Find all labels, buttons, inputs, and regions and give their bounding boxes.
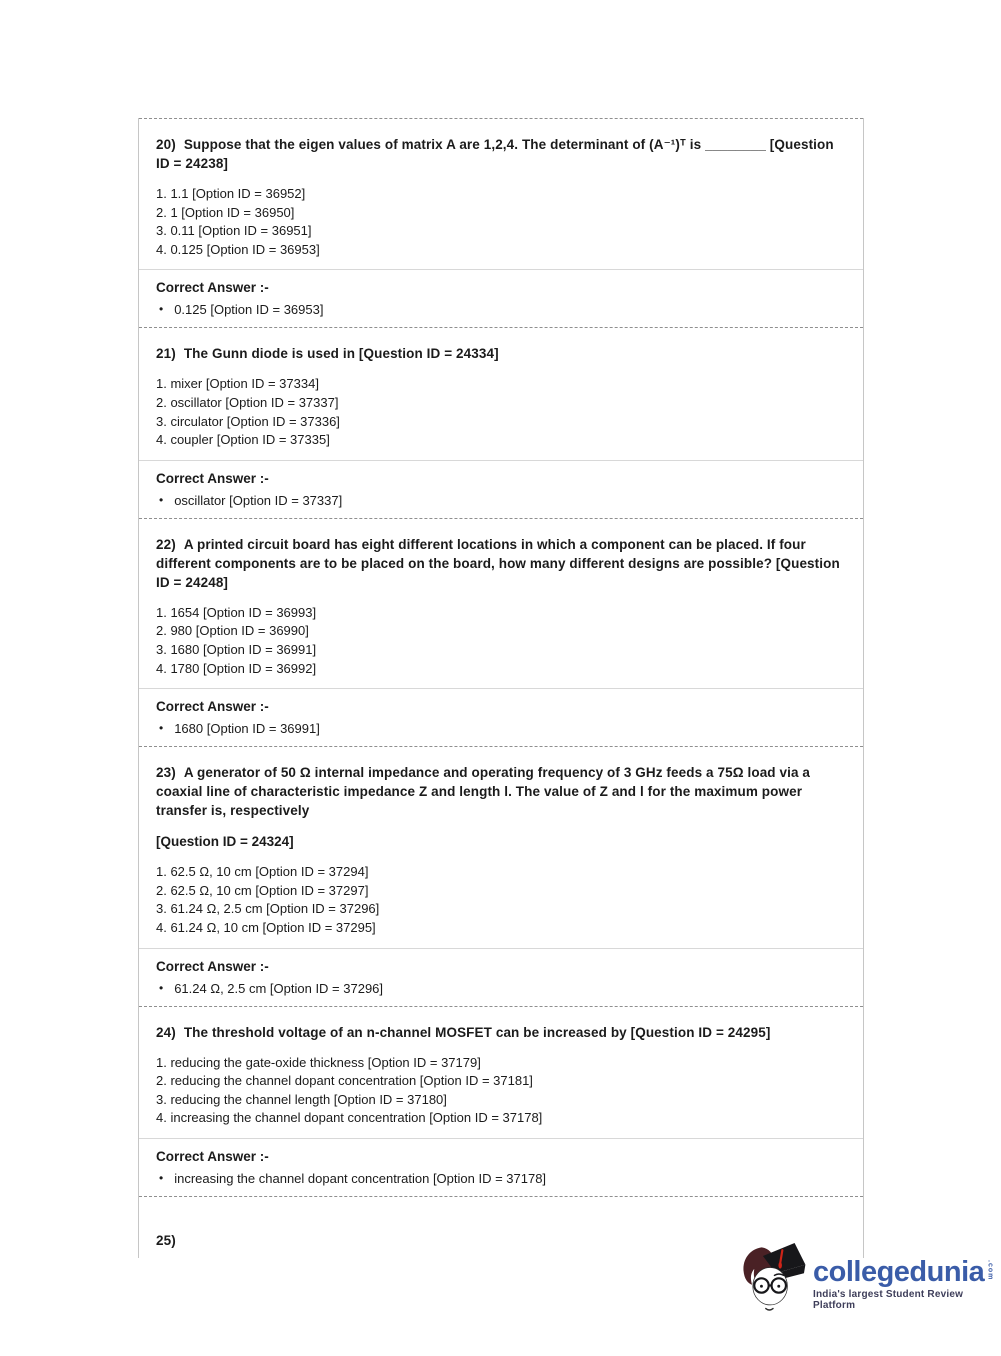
correct-answer-label: Correct Answer :- bbox=[156, 699, 269, 715]
options-list bbox=[156, 863, 843, 937]
option: 2. 1 [Option ID = 36950] bbox=[156, 204, 295, 220]
collegedunia-logo bbox=[737, 1240, 1001, 1318]
question-number: 24) bbox=[156, 1024, 176, 1040]
option: 4. increasing the channel dopant concentration [Option ID = 37178] bbox=[156, 1110, 543, 1126]
options-list bbox=[156, 604, 843, 678]
collegedunia-mascot-icon bbox=[737, 1240, 809, 1318]
question-number: 25) bbox=[156, 1232, 176, 1248]
question-block-23 bbox=[139, 747, 863, 1006]
correct-answer-label: Correct Answer :- bbox=[156, 958, 269, 974]
option: 4. 61.24 Ω, 10 cm [Option ID = 37295] bbox=[156, 919, 376, 935]
option: 4. coupler [Option ID = 37335] bbox=[156, 432, 330, 448]
option: 3. circulator [Option ID = 37336] bbox=[156, 413, 340, 429]
question-block-21 bbox=[139, 328, 863, 518]
question-title bbox=[156, 344, 843, 363]
question-title bbox=[156, 763, 843, 820]
question-text: A printed circuit board has eight different locations in which a component can be placed. If four different components are to be placed on the board, how many different designs are possible? [Question ID = 24248] bbox=[156, 536, 840, 590]
option: 4. 0.125 [Option ID = 36953] bbox=[156, 241, 320, 257]
option: 1. 1654 [Option ID = 36993] bbox=[156, 604, 317, 620]
options-list bbox=[156, 1054, 843, 1128]
question-text: The threshold voltage of an n-channel MOSFET can be increased by [Question ID = 24295] bbox=[183, 1024, 771, 1040]
correct-answer-item bbox=[156, 300, 843, 320]
correct-answer-label: Correct Answer :- bbox=[156, 1148, 269, 1164]
option: 2. reducing the channel dopant concentration [Option ID = 37181] bbox=[156, 1073, 533, 1089]
option: 3. 61.24 Ω, 2.5 cm [Option ID = 37296] bbox=[156, 901, 380, 917]
option: 4. 1780 [Option ID = 36992] bbox=[156, 660, 317, 676]
option: 3. 0.11 [Option ID = 36951] bbox=[156, 223, 312, 239]
option: 1. 62.5 Ω, 10 cm [Option ID = 37294] bbox=[156, 864, 369, 880]
question-text: The Gunn diode is used in [Question ID = 24334] bbox=[183, 346, 499, 362]
question-title bbox=[156, 135, 843, 173]
correct-answer-text: oscillator [Option ID = 37337] bbox=[174, 492, 343, 508]
correct-answer-item bbox=[156, 719, 843, 739]
question-block-24 bbox=[139, 1007, 863, 1197]
option: 3. reducing the channel length [Option ID = 37180] bbox=[156, 1091, 447, 1107]
correct-answer-text: increasing the channel dopant concentration [Option ID = 37178] bbox=[174, 1170, 547, 1186]
correct-answer-text: 1680 [Option ID = 36991] bbox=[174, 721, 320, 737]
brand-tagline: India's largest Student Review Platform bbox=[813, 1289, 964, 1311]
question-block-20 bbox=[139, 119, 863, 328]
correct-answer-label: Correct Answer :- bbox=[156, 470, 269, 486]
exam-question-paper bbox=[138, 118, 864, 1258]
question-number: 22) bbox=[156, 536, 176, 552]
correct-answer-item bbox=[156, 491, 843, 511]
correct-answer-item bbox=[156, 1169, 843, 1189]
correct-answer-text: 61.24 Ω, 2.5 cm [Option ID = 37296] bbox=[174, 980, 384, 996]
question-text: Suppose that the eigen values of matrix A are 1,2,4. The determinant of (A⁻¹)ᵀ is ________ [Question ID = 24238] bbox=[156, 137, 834, 171]
option: 2. 980 [Option ID = 36990] bbox=[156, 623, 309, 639]
question-title bbox=[156, 1023, 843, 1042]
question-number: 23) bbox=[156, 765, 176, 781]
option: 1. 1.1 [Option ID = 36952] bbox=[156, 186, 306, 201]
question-text: A generator of 50 Ω internal impedance and operating frequency of 3 GHz feeds a 75Ω load via a coaxial line of characteristic impedance Z and length l. The value of Z and l for the maximum power transfer is, respectively bbox=[156, 765, 811, 819]
option: 1. mixer [Option ID = 37334] bbox=[156, 376, 319, 392]
brand-wordmark: collegedunia bbox=[813, 1256, 985, 1288]
options-list bbox=[156, 375, 843, 449]
option: 1. reducing the gate-oxide thickness [Option ID = 37179] bbox=[156, 1054, 481, 1070]
question-number: 20) bbox=[156, 137, 176, 152]
correct-answer-label: Correct Answer :- bbox=[156, 280, 269, 296]
option: 2. 62.5 Ω, 10 cm [Option ID = 37297] bbox=[156, 882, 369, 898]
question-title bbox=[156, 535, 843, 592]
option: 3. 1680 [Option ID = 36991] bbox=[156, 641, 317, 657]
correct-answer-text: 0.125 [Option ID = 36953] bbox=[174, 302, 324, 318]
option: 2. oscillator [Option ID = 37337] bbox=[156, 394, 339, 410]
question-block-22 bbox=[139, 519, 863, 747]
question-id-line: [Question ID = 24324] bbox=[156, 834, 294, 850]
question-number: 21) bbox=[156, 346, 176, 362]
brand-domain-suffix: .com bbox=[986, 1260, 994, 1281]
correct-answer-item bbox=[156, 979, 843, 999]
options-list bbox=[156, 185, 843, 259]
